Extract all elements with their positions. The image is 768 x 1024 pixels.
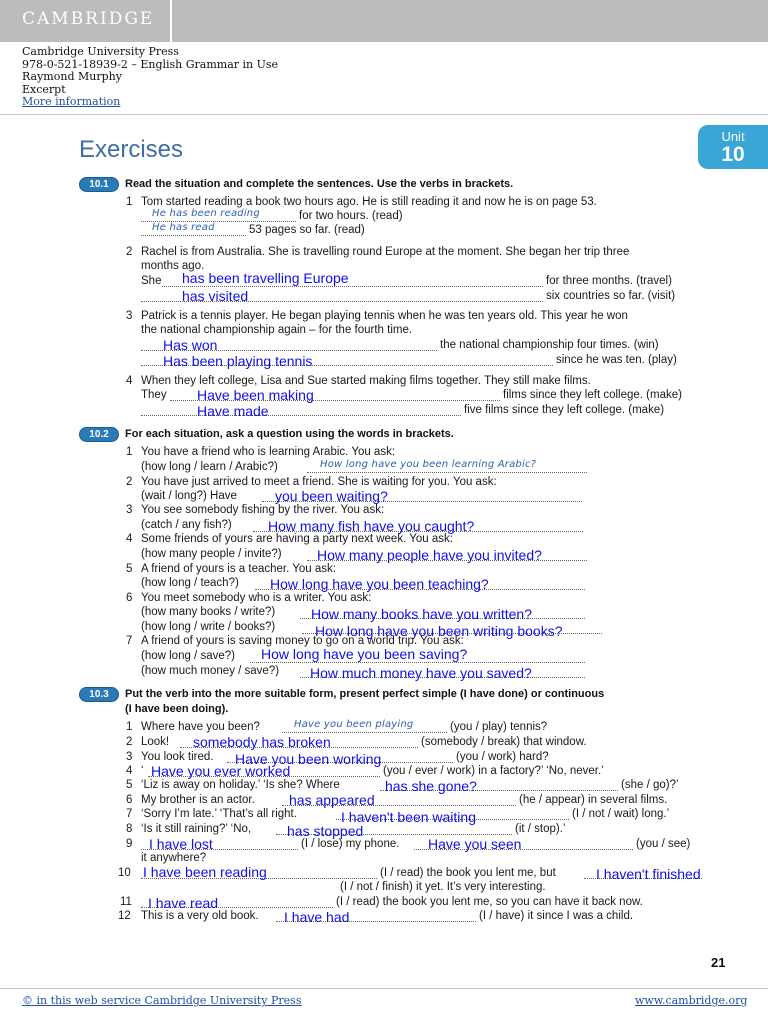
item-text: ‘ bbox=[141, 765, 144, 777]
typed-answer: Has won bbox=[163, 337, 218, 353]
meta-publisher: Cambridge University Press bbox=[22, 45, 179, 58]
item-number: 10 bbox=[118, 867, 131, 879]
item-number: 4 bbox=[126, 765, 133, 777]
item-prompt: (how long / write / books?) bbox=[141, 621, 276, 633]
item-prompt: (catch / any fish?) bbox=[141, 519, 232, 531]
item-text: the national championship four times. (win) bbox=[440, 339, 659, 351]
item-text: ‘Is it still raining?’ ‘No, bbox=[141, 823, 252, 835]
item-text: films since they left college. (make) bbox=[503, 389, 682, 401]
exercise-badge: 10.2 bbox=[79, 427, 119, 442]
item-text: When they left college, Lisa and Sue started making films together. They still make films. bbox=[141, 375, 591, 387]
item-text: You look tired. bbox=[141, 751, 214, 763]
item-number: 8 bbox=[126, 823, 133, 835]
item-text: You have a friend who is learning Arabic. You ask: bbox=[141, 446, 396, 458]
item-number: 2 bbox=[126, 476, 133, 488]
item-number: 1 bbox=[126, 196, 133, 208]
item-number: 5 bbox=[126, 779, 133, 791]
answer-line bbox=[307, 472, 587, 473]
typed-answer: you been waiting? bbox=[275, 488, 388, 504]
item-text: This is a very old book. bbox=[141, 910, 259, 922]
item-text: (he / appear) in several films. bbox=[519, 794, 668, 806]
item-number: 11 bbox=[120, 896, 132, 908]
typed-answer: How much money have you saved? bbox=[310, 665, 532, 681]
answer-line bbox=[141, 415, 461, 416]
item-number: 7 bbox=[126, 635, 133, 647]
item-text: five films since they left college. (make) bbox=[464, 404, 665, 416]
item-prompt: (how long / teach?) bbox=[141, 577, 239, 589]
page-title: Exercises bbox=[79, 136, 184, 163]
typed-answer: How long have you been teaching? bbox=[270, 576, 489, 592]
item-number: 3 bbox=[126, 751, 133, 763]
typed-answer: I haven't been waiting bbox=[341, 809, 476, 825]
exercise-badge: 10.1 bbox=[79, 177, 119, 192]
item-text: for three months. (travel) bbox=[546, 275, 672, 287]
item-text: Patrick is a tennis player. He began playing tennis when he was ten years old. This year he won bbox=[141, 310, 628, 322]
item-number: 6 bbox=[126, 794, 133, 806]
item-text: (I / have) it since I was a child. bbox=[479, 910, 634, 922]
item-text: (I / read) the book you lent me, so you can have it back now. bbox=[336, 896, 643, 908]
logo-divider bbox=[170, 0, 172, 42]
exercise-instruction: For each situation, ask a question using the words in brackets. bbox=[125, 428, 454, 440]
item-text: Some friends of yours are having a party next week. You ask: bbox=[141, 533, 453, 545]
item-text: (she / go)?’ bbox=[621, 779, 679, 791]
item-text: (you / play) tennis? bbox=[450, 721, 548, 733]
item-number: 6 bbox=[126, 592, 133, 604]
page-number: 21 bbox=[711, 955, 726, 970]
item-number: 5 bbox=[126, 563, 133, 575]
handwritten-answer: Have you been playing bbox=[294, 719, 414, 730]
item-text: You see somebody fishing by the river. You ask: bbox=[141, 504, 385, 516]
typed-answer: How many fish have you caught? bbox=[268, 518, 475, 534]
book-metadata bbox=[22, 46, 278, 109]
typed-answer: Have you ever worked bbox=[151, 763, 291, 779]
typed-answer: has visited bbox=[182, 288, 249, 304]
exercise-instruction: Read the situation and complete the sentences. Use the verbs in brackets. bbox=[125, 178, 514, 190]
meta-author: Raymond Murphy bbox=[22, 70, 122, 83]
typed-answer: has she gone? bbox=[385, 778, 477, 794]
item-text: months ago. bbox=[141, 260, 205, 272]
item-prompt: (wait / long?) Have bbox=[141, 490, 237, 502]
item-number: 4 bbox=[126, 375, 133, 387]
item-text: A friend of yours is a teacher. You ask: bbox=[141, 563, 336, 575]
typed-answer: I have lost bbox=[149, 836, 213, 852]
answer-line bbox=[162, 286, 543, 287]
item-text: 53 pages so far. (read) bbox=[249, 224, 365, 236]
handwritten-answer: How long have you been learning Arabic? bbox=[320, 459, 537, 470]
item-text: (I / read) the book you lent me, but bbox=[380, 867, 556, 879]
typed-answer: Have you seen bbox=[428, 836, 522, 852]
typed-answer: I have read bbox=[148, 895, 219, 911]
typed-answer: has stopped bbox=[287, 823, 364, 839]
typed-answer: Have made bbox=[197, 403, 269, 419]
item-text: She bbox=[141, 275, 162, 287]
item-text: Tom started reading a book two hours ago. He is still reading it and now he is on page 53. bbox=[141, 196, 597, 208]
item-number: 9 bbox=[126, 838, 133, 850]
typed-answer: How many books have you written? bbox=[311, 606, 532, 622]
item-text: You meet somebody who is a writer. You ask: bbox=[141, 592, 372, 604]
item-text: six countries so far. (visit) bbox=[546, 290, 676, 302]
item-prompt: (how long / learn / Arabic?) bbox=[141, 461, 278, 473]
item-text: Rachel is from Australia. She is travelling round Europe at the moment. She began her trip three bbox=[141, 246, 630, 258]
publisher-logo: CAMBRIDGE bbox=[22, 9, 155, 29]
typed-answer: I haven't finished bbox=[596, 866, 701, 882]
typed-answer: somebody has broken bbox=[193, 734, 331, 750]
item-text: (you / see) bbox=[636, 838, 691, 850]
item-text: the national championship again – for the fourth time. bbox=[141, 324, 413, 336]
more-information-link[interactable]: More information bbox=[22, 95, 121, 108]
item-text: (you / ever / work) in a factory?’ ‘No, never.’ bbox=[383, 765, 604, 777]
item-number: 3 bbox=[126, 504, 133, 516]
typed-answer: How long have you been saving? bbox=[261, 646, 468, 662]
item-text: (you / work) hard? bbox=[456, 751, 549, 763]
typed-answer: How many people have you invited? bbox=[317, 547, 542, 563]
item-number: 2 bbox=[126, 736, 133, 748]
answer-line bbox=[282, 732, 447, 733]
item-prompt: (how many people / invite?) bbox=[141, 548, 282, 560]
handwritten-answer: He has been reading bbox=[152, 208, 260, 219]
item-prompt: (how long / save?) bbox=[141, 650, 235, 662]
item-text: ‘Sorry I’m late.’ ‘That’s all right. bbox=[141, 808, 297, 820]
typed-answer: Have been making bbox=[197, 387, 314, 403]
item-text: Where have you been? bbox=[141, 721, 260, 733]
answer-line bbox=[250, 662, 585, 663]
meta-excerpt: Excerpt bbox=[22, 82, 66, 96]
copyright-link[interactable]: © in this web service Cambridge University Press bbox=[22, 994, 302, 1007]
exercise-badge: 10.3 bbox=[79, 687, 119, 702]
footer-divider bbox=[0, 988, 768, 989]
typed-answer: I have had bbox=[284, 909, 350, 925]
exercise-instruction-2: (I have been doing). bbox=[125, 703, 229, 715]
meta-isbn: 978-0-521-18939-2 – English Grammar in Use bbox=[22, 57, 279, 71]
typed-answer: Has been playing tennis bbox=[163, 353, 313, 369]
item-number: 1 bbox=[126, 721, 133, 733]
item-prompt: (how much money / save?) bbox=[141, 665, 280, 677]
item-text: since he was ten. (play) bbox=[556, 354, 677, 366]
header-divider bbox=[0, 114, 768, 115]
item-number: 1 bbox=[126, 446, 133, 458]
handwritten-answer: He has read bbox=[152, 222, 215, 233]
item-text: ‘Liz is away on holiday.’ ‘Is she? Where bbox=[141, 779, 340, 791]
item-text: it anywhere? bbox=[141, 852, 207, 864]
item-number: 7 bbox=[126, 808, 133, 820]
item-text: (I / not / wait) long.’ bbox=[572, 808, 670, 820]
unit-label: Unit bbox=[721, 129, 745, 144]
typed-answer: Have you been working bbox=[235, 751, 382, 767]
header-bar bbox=[0, 0, 768, 42]
item-number: 4 bbox=[126, 533, 133, 545]
item-text: (I / not / finish) it yet. It’s very interesting. bbox=[340, 881, 546, 893]
typed-answer: I have been reading bbox=[143, 864, 267, 880]
item-text: They bbox=[141, 389, 167, 401]
item-text: Look! bbox=[141, 736, 170, 748]
item-prompt: (how many books / write?) bbox=[141, 606, 276, 618]
item-text: for two hours. (read) bbox=[299, 210, 403, 222]
item-text: My brother is an actor. bbox=[141, 794, 255, 806]
exercise-instruction: Put the verb into the more suitable form, present perfect simple (I have done) or continuous bbox=[125, 688, 605, 700]
item-text: (it / stop).’ bbox=[515, 823, 566, 835]
typed-answer: has appeared bbox=[289, 792, 375, 808]
unit-number: 10 bbox=[721, 143, 745, 166]
answer-line bbox=[141, 235, 246, 236]
item-text: You have just arrived to meet a friend. She is waiting for you. You ask: bbox=[141, 476, 497, 488]
item-text: A friend of yours is saving money to go on a world trip. You ask: bbox=[141, 635, 464, 647]
cambridge-website-link[interactable]: www.cambridge.org bbox=[635, 994, 748, 1007]
item-number: 12 bbox=[118, 910, 131, 922]
item-text: (somebody / break) that window. bbox=[421, 736, 587, 748]
item-text: (I / lose) my phone. bbox=[301, 838, 400, 850]
item-number: 2 bbox=[126, 246, 133, 258]
typed-answer: has been travelling Europe bbox=[182, 270, 349, 286]
typed-answer: How long have you been writing books? bbox=[315, 623, 563, 639]
unit-tab bbox=[698, 125, 768, 169]
item-number: 3 bbox=[126, 310, 133, 322]
